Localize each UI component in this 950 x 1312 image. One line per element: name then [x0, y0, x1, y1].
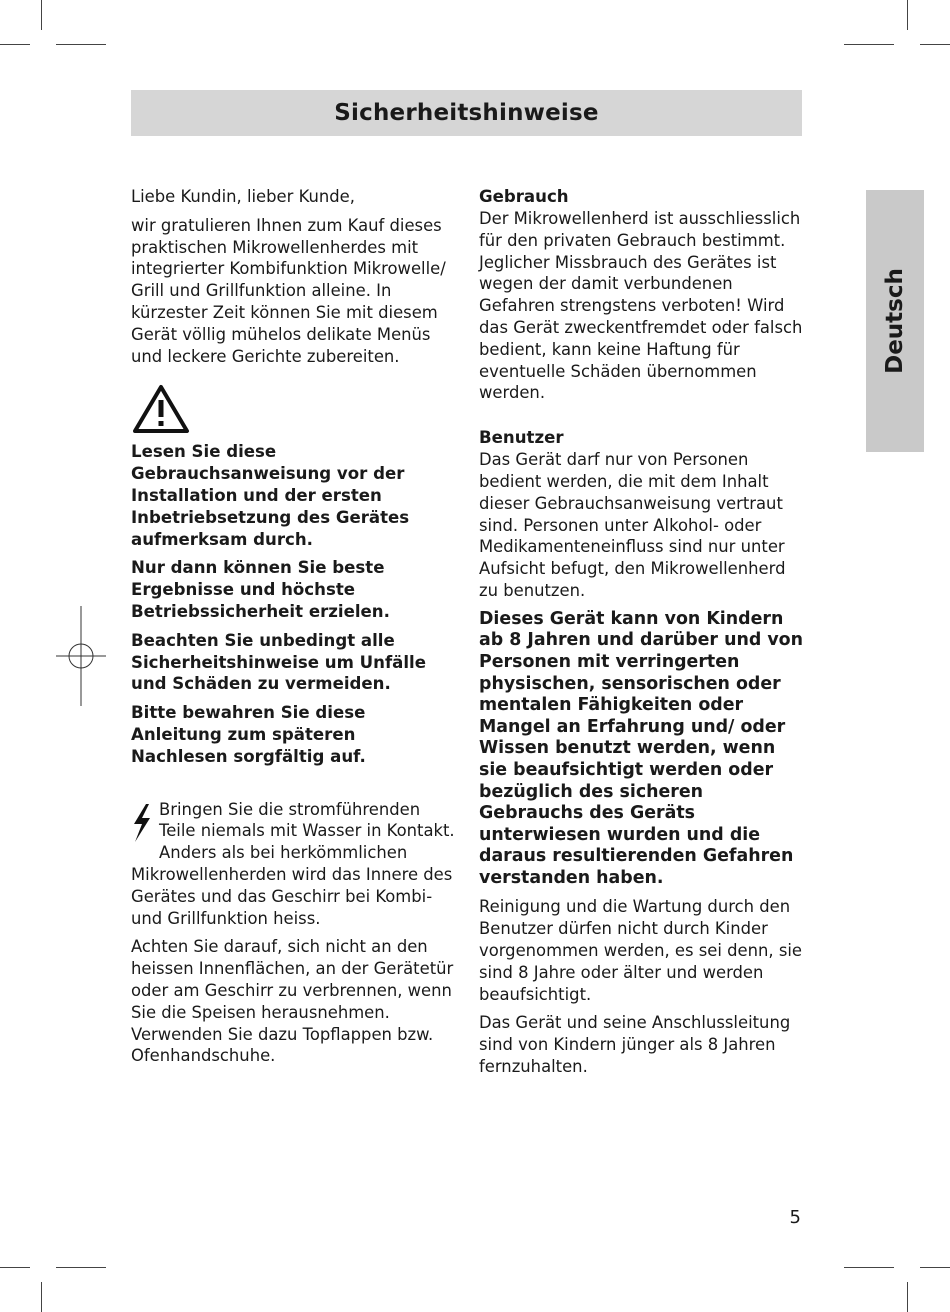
crop-mark: [907, 1282, 908, 1312]
registration-mark-icon: [56, 606, 106, 706]
crop-mark: [56, 44, 106, 45]
crop-mark: [41, 0, 42, 30]
right-column: [479, 186, 804, 1085]
warning-read-manual: Lesen Sie diese Gebrauchsanweisung vor der Installation und der ersten Inbetriebsetzung des Gerätes aufmerksam durch.: [131, 442, 410, 549]
language-tab: [866, 190, 924, 452]
crop-mark: [0, 1267, 30, 1268]
children-warning: Dieses Gerät kann von Kindern ab 8 Jahren und darüber und von Personen mit verringerten physischen, sensorischen oder mentalen Fähigkeiten oder Mangel an Erfahrung und/ oder Wissen benutzt werden, wenn sie beaufsichtigt werden oder bezüglich des sicheren Gebrauchs des Geräts unterwiesen wurden und die daraus resultierenden Gefahren verstanden haben.: [479, 608, 803, 888]
language-tab-label: Deutsch: [882, 268, 908, 374]
cleaning-paragraph: Reinigung und die Wartung durch den Benutzer dürfen nicht durch Kinder vorgenommen werden, es sei denn, sie sind 8 Jahre oder älter und werden beaufsichtigt.: [479, 897, 803, 1004]
crop-mark: [844, 1267, 894, 1268]
warning-best-results: Nur dann können Sie beste Ergebnisse und höchste Betriebssicherheit erzielen.: [131, 558, 390, 621]
intro-paragraph: wir gratulieren Ihnen zum Kauf dieses praktischen Mikrowellenherdes mit integrierter Kombifunktion Mikrowelle/ Grill und Grillfunktion alleine. In kürzester Zeit können Sie mit diesem Gerät völlig mühelos delikate Menüs und leckere Gerichte zubereiten.: [131, 215, 446, 366]
left-column: [131, 186, 457, 1074]
crop-mark: [56, 1267, 106, 1268]
usage-heading: Gebrauch: [479, 187, 569, 206]
section-title: Sicherheitshinweise: [334, 100, 599, 126]
warning-triangle-icon: [131, 383, 191, 435]
warning-observe-safety: Beachten Sie unbedingt alle Sicherheitshinweise um Unfälle und Schäden zu vermeiden.: [131, 630, 427, 694]
crop-mark: [920, 1267, 950, 1268]
crop-mark: [0, 44, 30, 45]
cable-paragraph: Das Gerät und seine Anschlussleitung sind von Kindern jünger als 8 Jahren fernzuhalten.: [479, 1013, 791, 1077]
section-header: [131, 90, 802, 136]
crop-mark: [920, 44, 950, 45]
users-heading: Benutzer: [479, 428, 564, 448]
burn-safety-note: Achten Sie darauf, sich nicht an den heissen Innenflächen, an der Gerätetür oder am Geschirr zu verbrennen, wenn Sie die Speisen herausnehmen. Verwenden Sie dazu Topflappen bzw. Ofenhandschuhe.: [131, 937, 454, 1066]
crop-mark: [41, 1282, 42, 1312]
crop-mark: [844, 44, 894, 45]
crop-mark: [907, 0, 908, 30]
electric-safety-note: Bringen Sie die stromführenden Teile niemals mit Wasser in Kontakt. Anders als bei herkömmlichen Mikrowellenherden wird das Innere des Gerätes und das Geschirr bei Kombi- und Grillfunktion heiss.: [131, 799, 455, 928]
usage-paragraph: Der Mikrowellenherd ist ausschliesslich für den privaten Gebrauch bestimmt. Jeglicher Missbrauch des Gerätes ist wegen der damit verbundenen Gefahren strengstens verboten! Wird das Gerät zweckentfremdet oder falsch bedient, kann keine Haftung für eventuelle Schäden übernommen werden.: [479, 209, 803, 403]
warning-keep-manual: Bitte bewahren Sie diese Anleitung zum späteren Nachlesen sorgfältig auf.: [131, 703, 366, 766]
greeting: Liebe Kundin, lieber Kunde,: [131, 187, 355, 206]
users-paragraph: Das Gerät darf nur von Personen bedient werden, die mit dem Inhalt dieser Gebrauchsanweisung vertraut sind. Personen unter Alkohol- oder Medikamenteneinfluss sind nur unter Aufsicht befugt, den Mikrowellenherd zu benutzen.: [479, 450, 786, 600]
page-number: 5: [789, 1207, 801, 1228]
lightning-bolt-icon: [131, 803, 153, 843]
